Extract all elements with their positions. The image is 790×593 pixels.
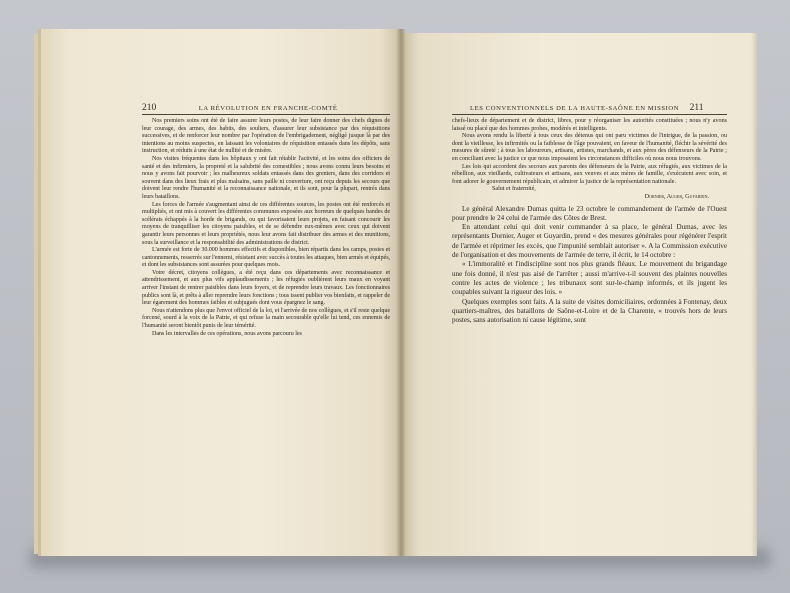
- paragraph: Votre décret, citoyens collègues, a été reçu dans ces départements avec reconnaissance et attendrissement, et aux plus vifs applaudissements ; les réfugiés oublièrent leurs maux en voyant arriver l'instant de rentrer paisibles dans leurs foyers, et de reprendre leurs travaux. Les fonctionnaires publics sont là, et prêts à aller reprendre leurs fonctions ; tous issent publier vos bienfaits, et rappeler de leur égarement des hommes faibles et subjugués dont vous épargnez le sang.: [142, 269, 390, 307]
- paragraph: « L'immoralité et l'indiscipline sont nos plus grands fléaux. Le mouvement du brigandage une fois donné, il n'est pas aisé de l'arrêter ; aussi m'arrive-t-il souvent des plaintes nouvelles contre les actes de violence ; les tribunaux sont sur-le-champ informés, et ils jugent les coupables suivant la rigueur des lois. »: [452, 260, 727, 297]
- paragraph: Les lois qui accordent des secours aux parents des défenseurs de la Patrie, aux réfugiés, aux victimes de la rébellion, aux vieillards, cultivateurs et artisans, aux veuves et aux mères de famille, s'exécutent avec soin, et font adorer le gouvernement républicain, et admirer la justice de la représentation nationale.: [452, 163, 727, 185]
- main-text: [452, 205, 727, 326]
- paragraph: Nos premiers soins ont été de faire assurer leurs postes, de leur faire donner des chefs dignes de leur courage, des armes, des habits, des souliers, d'assurer leur subsistance par des réquisitions successives, et de renforcer leur nombre par l'opération de l'embrigadement, négligé jusque là par des intentions au moins suspectes, en laissant les volontaires de réquisition entassés dans les dépôts, sans instruction, et réduits à une état de nullité et de misère.: [142, 118, 390, 155]
- signatories: Dornier, Auger, Guyardin.: [644, 193, 709, 200]
- paragraph: chefs-lieux de département et de district, libres, pour y réorganiser les autorités constituées ; nous n'y avons laissé ou placé que des hommes probes, modérés et intelligents.: [452, 118, 727, 132]
- paragraph: Les forces de l'armée s'augmentant ainsi de ces différentes sources, les postes ont été renforcés et multipliés, et ont mis à couvert les différentes communes exposées aux horreurs de quelques bandes de scélérats échappés à la horde de brigands, ou qui favorisaient leurs projets, en faisant concourir les moyens de tranquilliser les citoyens paisibles, et de se défendre eux-mêmes avec ceux qui doivent garantir leurs personnes et leurs propriétés, nous leur avons fait distribuer des armes et des munitions, sous la surveillance et la responsabilité des administrations de district.: [142, 201, 390, 246]
- paragraph: L'armée est forte de 30.000 hommes effectifs et disponibles, bien répartis dans les camps, postes et cantonnements, resserrés sur l'ennemi, résistant avec succès à toutes les attaques, bien armés et équipés, et dont les subsistances sont assurées pour quelques mois.: [142, 247, 390, 269]
- salutation: Salut et fraternité,: [492, 186, 536, 193]
- right-page-text: [452, 118, 727, 325]
- left-running-title: LA RÉVOLUTION EN FRANCHE-COMTÉ: [198, 105, 338, 112]
- left-running-head: [142, 103, 337, 113]
- right-page-number: 211: [689, 103, 704, 113]
- left-page-text: [142, 118, 390, 338]
- book-gutter: [396, 29, 406, 556]
- left-page-number: 210: [142, 103, 157, 113]
- paragraph: Quelques exemples sont faits. A la suite de visites domiciliaires, ordonnées à Fontenay, deux quartiers-maîtres, des bataillons de Saône-et-Loire et de la Charente, « trouvés hors de leurs postes, sans autorisation ni cause légitime, sont: [452, 297, 727, 325]
- paragraph: Nous n'attendons plus que l'envoi officiel de la loi, et l'arrivée de nos collègues, et s'il reste quelque forcené, sourd à la voix de la Patrie, et qui refuse la main secourable qu'elle lui tend, ces ennemis de l'humanité seront bientôt punis de leur témérité.: [142, 307, 390, 330]
- paragraph: En attendant celui qui doit venir commander à sa place, le général Dumas, avec les représentants Dornier, Auger et Guyardin, prend « des mesures générales pour régénérer l'esprit de l'armée et réprimer les excès, que l'impunité semblait autoriser ». A la Commission exécutive de l'organisation et des mouvements de l'armée de terre, il écrit, le 14 octobre :: [452, 223, 727, 260]
- paragraph: Nous avons rendu la liberté à tous ceux des détenus qui ont paru victimes de l'intrigue, de la passion, ou dont la vieillesse, les infirmités ou la faiblesse de l'âge pouvaient, en faveur de l'humanité, fléchir la sévérité des mesures de sûreté ; à tous les laboureurs, artisans, artistes, marchands, et aux pères des défenseurs de la Patrie ; en conciliant avec la justice ce que nous imposaient les circonstances difficiles où nous nous trouvons.: [452, 133, 727, 162]
- right-running-head: [470, 103, 704, 113]
- paragraph: Nos visites fréquentes dans les hôpitaux y ont fait rétablir l'activité, et les soins des officiers de santé et des infirmiers, la propreté et la salubrité des comestibles ; nous avons connu leurs besoins et nous y avons fait pourvoir ; les malheureux soldats entassés dans des greniers, dans des corridors et souvent dans des lieux frais et plus malsains, sans paille ni couverture, ont reçu depuis les secours que doivent leur rendre l'humanité et la reconnaissance nationale, et ils sont, pour la plupart, rentrés dans leurs bataillons.: [142, 155, 390, 200]
- paragraph: Dans les intervalles de ces opérations, nous avons parcouru les: [152, 330, 302, 337]
- right-running-title: LES CONVENTIONNELS DE LA HAUTE-SAÔNE EN MISSION: [470, 105, 680, 112]
- left-header-rule: [142, 114, 390, 115]
- paragraph: Le général Alexandre Dumas quitta le 23 octobre le commandement de l'armée de l'Ouest pour prendre le 24 celui de l'armée des Côtes de Brest.: [452, 204, 727, 222]
- right-header-rule: [452, 114, 727, 115]
